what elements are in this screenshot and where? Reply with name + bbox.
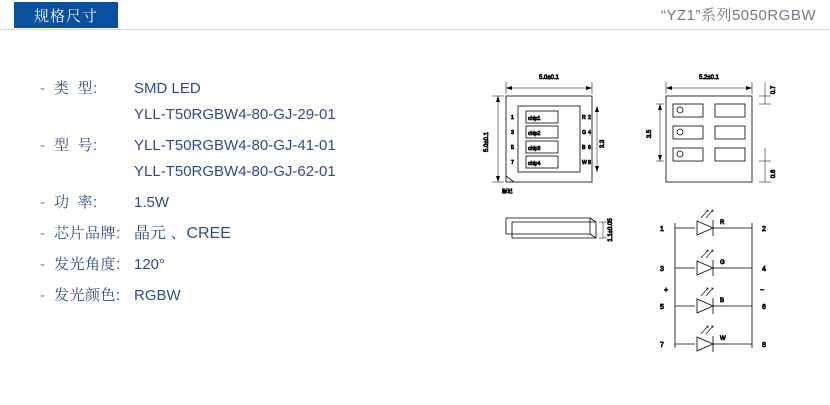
circuit-diode-label-g: G — [720, 260, 725, 266]
circuit-pin-5: 5 — [660, 304, 664, 311]
top-view-pin-4: 4 — [588, 130, 591, 136]
top-view-pin-7: 7 — [511, 160, 514, 166]
bullet-dash: - — [40, 137, 45, 154]
circuit-polarity-minus: − — [759, 287, 765, 294]
bullet-dash: - — [40, 287, 45, 304]
top-view-inner-dim: 3.3 — [600, 139, 606, 149]
top-view-pin-1: 1 — [511, 115, 514, 121]
spec-label-beam-angle: 发光角度: — [54, 256, 121, 273]
bottom-view-width-dim: 5.2±0.1 — [699, 75, 719, 81]
bottom-view-thickness-dim: 0.7 — [771, 85, 777, 95]
spec-value-line: 1.5W — [134, 194, 170, 211]
spec-value-power — [134, 190, 169, 216]
technical-drawing — [470, 48, 820, 388]
page-header — [0, 0, 830, 30]
drawing-circuit-diagram — [675, 210, 752, 352]
top-view-pin-5: 5 — [511, 145, 514, 151]
bottom-view-side-dim: 0.6 — [771, 169, 777, 179]
circuit-polarity-plus: + — [663, 287, 669, 294]
top-view-pin-name-w: W — [582, 160, 587, 166]
circuit-pin-4: 4 — [762, 266, 766, 273]
chip-label-4: chip4 — [528, 161, 541, 167]
spec-value-line: YLL-T50RGBW4-80-GJ-62-01 — [134, 163, 336, 180]
bullet-dash: - — [40, 225, 45, 242]
spec-label-color: 发光颜色: — [54, 287, 121, 304]
drawing-side-view — [506, 218, 607, 238]
specification-list — [40, 76, 460, 314]
side-view-height-dim: 1.1±0.05 — [608, 218, 614, 242]
circuit-diode-label-b: B — [720, 298, 725, 304]
chip-label-1: chip1 — [528, 116, 541, 122]
spec-value-line: 晶元 、CREE — [134, 225, 231, 242]
spec-value-chip-brand — [134, 221, 231, 247]
circuit-diode-label-r: R — [720, 220, 725, 226]
top-view-pin-8: 8 — [588, 160, 591, 166]
top-view-pin-name-b: B — [582, 145, 586, 151]
top-view-mark-note: 标记 — [502, 189, 513, 195]
spec-label-model: 型 号: — [54, 137, 98, 154]
spec-row-model — [40, 133, 460, 185]
top-view-pin-name-r: R — [582, 115, 586, 121]
spec-label-type: 类 型: — [54, 80, 98, 97]
spec-value-color — [134, 283, 181, 309]
top-view-pin-6: 6 — [588, 145, 591, 151]
spec-row-power — [40, 190, 460, 216]
spec-value-model — [134, 133, 336, 185]
top-view-pin-2: 2 — [588, 115, 591, 121]
bullet-dash: - — [40, 256, 45, 273]
spec-value-line: SMD LED — [134, 80, 201, 97]
top-view-width-dim: 5.0±0.1 — [539, 75, 559, 81]
bullet-dash: - — [40, 80, 45, 97]
spec-row-beam-angle — [40, 252, 460, 278]
spec-label-chip-brand: 芯片品牌: — [54, 225, 121, 242]
spec-value-line: 120° — [134, 256, 166, 273]
bullet-dash: - — [40, 194, 45, 211]
chip-label-3: chip3 — [528, 146, 541, 152]
circuit-pin-3: 3 — [660, 266, 664, 273]
spec-value-line: YLL-T50RGBW4-80-GJ-41-01 — [134, 137, 336, 154]
spec-row-chip-brand — [40, 221, 460, 247]
page-title: “YZ1”系列5050RGBW — [660, 7, 816, 24]
spec-value-line: YLL-T50RGBW4-80-GJ-29-01 — [134, 106, 336, 123]
circuit-pin-6: 6 — [762, 304, 766, 311]
circuit-pin-2: 2 — [762, 226, 766, 233]
circuit-pin-7: 7 — [660, 342, 664, 349]
section-tab-spec-dimensions: 规格尺寸 — [14, 2, 118, 28]
bottom-view-height-dim: 3.5 — [647, 129, 653, 139]
circuit-pin-8: 8 — [762, 342, 766, 349]
spec-value-type — [134, 76, 336, 128]
spec-row-type — [40, 76, 460, 128]
header-divider — [0, 29, 830, 30]
spec-value-beam-angle — [134, 252, 165, 278]
drawing-bottom-view — [656, 82, 771, 182]
top-view-height-dim: 5.0±0.1 — [484, 132, 490, 152]
chip-label-2: chip2 — [528, 131, 541, 137]
top-view-pin-3: 3 — [511, 130, 514, 136]
top-view-pin-name-g: G — [582, 130, 587, 136]
spec-row-color — [40, 283, 460, 309]
circuit-diode-label-w: W — [720, 336, 726, 342]
spec-label-power: 功 率: — [54, 194, 98, 211]
circuit-pin-1: 1 — [660, 226, 664, 233]
spec-value-line: RGBW — [134, 287, 181, 304]
